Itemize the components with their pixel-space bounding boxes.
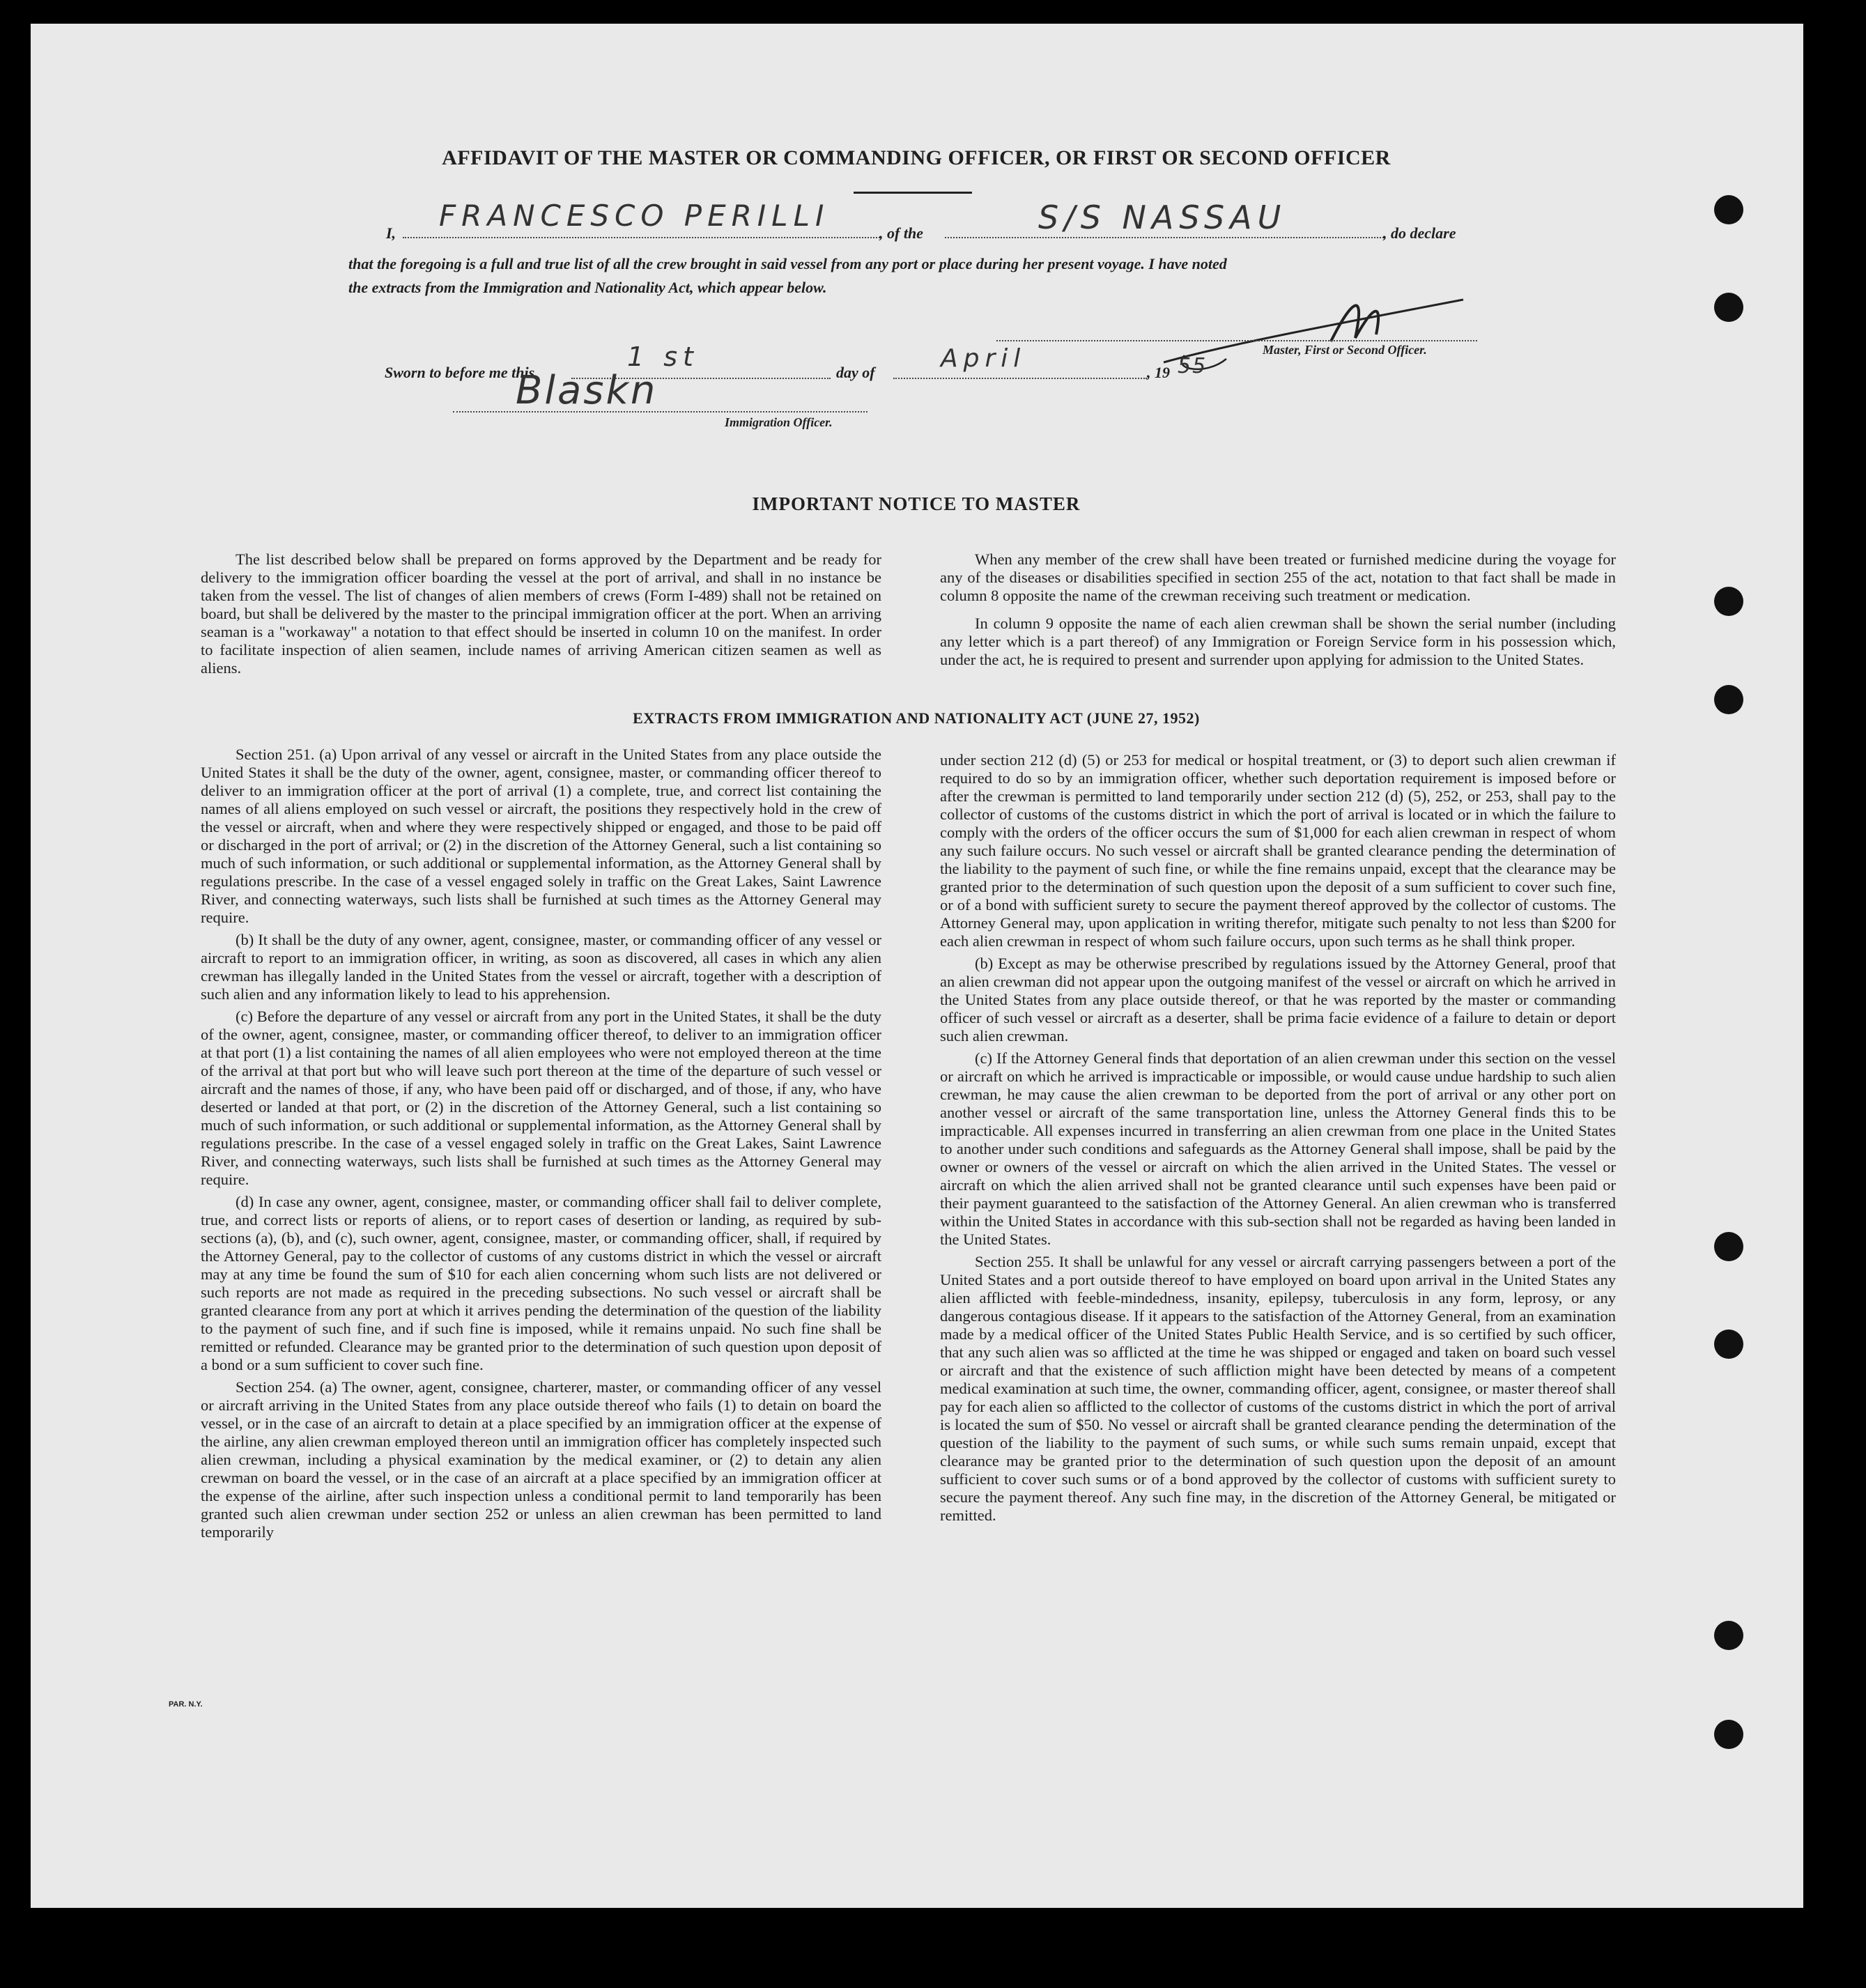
do-declare-label: , do declare: [1383, 224, 1456, 242]
printer-mark: PAR. N.Y.: [169, 1700, 203, 1709]
master-name-field[interactable]: [403, 237, 880, 238]
vessel-name-field[interactable]: [945, 237, 1384, 238]
master-name: FRANCESCO PERILLI: [439, 199, 830, 233]
section-254-a-continued: under section 212 (d) (5) or 253 for medical or hospital treatment, or (3) to deport such alien crewman if required to do so by an immigration officer, whether such deportation requirement is imposed before or after the crewman is permitted to land temporarily under section 212 (d) (5), 252, or 253, shall pay to the collector of customs of the customs district in which the port of arrival is located or in which the failure to comply with the orders of the officer occurs the sum of $1,000 for each alien crewman in respect of whom any such failure occurs. No such vessel or aircraft shall be granted clearance pending the determination of the liability to the payment of such fine, or while the fine remains unpaid, except that the clearance may be granted prior to the determination of such question upon the deposit of a sum sufficient to cover such fine, or of a bond with sufficient surety to secure the payment thereof approved by the collector of customs. The Attorney General may, upon application in writing therefor, mitigate such penalty to not less than $200 for each alien crewman in respect of whom such failure occurs, upon such terms as he shall think proper.: [940, 751, 1616, 950]
section-251-d: (d) In case any owner, agent, consignee, master, or commanding officer shall fail to deliver complete, true, and correct lists or reports of aliens, or to report cases of desertion or landing, as required by sub-sections (a), (b), and (c), such owner, agent, consignee, master, or commanding officer, shall, if required by the Attorney General, pay to the collector of customs of any customs district in which the vessel or aircraft may at any time be found the sum of $10 for each alien concerning whom such lists are not delivered or such reports are not made as required in the preceding subsections. No such vessel or aircraft shall be granted clearance from any port at which it arrives pending the determination of the question of the liability to the payment of such fine, and if such fine is imposed, while it remains unpaid. No such fine shall be remitted or refunded. Clearance may be granted prior to the determination of such question upon deposit of a bond or a sum sufficient to cover such fine.: [201, 1193, 881, 1373]
officer-caption: Immigration Officer.: [725, 415, 833, 429]
section-251-b: (b) It shall be the duty of any owner, agent, consignee, master, or commanding officer of any vessel or aircraft to report to an immigration officer, in writing, as soon as discovered, all cases in which any alien crewman has illegally landed in the United States from the vessel or aircraft, together with a description of such alien and any information likely to lead to his apprehension.: [201, 931, 881, 1003]
notice-title: IMPORTANT NOTICE TO MASTER: [752, 493, 1081, 514]
title-rule: [854, 192, 972, 194]
notice-left-column: [201, 550, 881, 687]
of-the-label: , of the: [879, 224, 923, 242]
affidavit-title: AFFIDAVIT OF THE MASTER OR COMMANDING OFFICER, OR FIRST OR SECOND OFFICER: [442, 146, 1391, 169]
section-254-b: (b) Except as may be otherwise prescribed by regulations issued by the Attorney General, proof that an alien crewman did not appear upon the outgoing manifest of the vessel or aircraft on which he arrived in the United States from any place outside thereof, or that he was reported by the master or commanding officer of such vessel or aircraft as a deserter, shall be prima facie evidence of a failure to detain or deport such alien crewman.: [940, 955, 1616, 1045]
master-signature-line[interactable]: [996, 340, 1477, 341]
notice-right-column: [940, 550, 1616, 679]
section-254-a: Section 254. (a) The owner, agent, consignee, charterer, master, or commanding officer of any vessel or aircraft arriving in the United States from any place outside thereof who fails (1) to detain on board the vessel, or in the case of an aircraft to detain at a place specified by an immigration officer at the expense of the airline, any alien crewman employed thereon until an immigration officer has completely inspected such alien crewman, including a physical examination by the medical examiner, or (2) to detain any alien crewman on board the vessel, or in the case of an aircraft at a place specified by an immigration officer at the expense of the airline, after such inspection unless a conditional permit to land temporarily has been granted such alien crewman under section 252 or unless an alien crewman has been permitted to land temporarily: [201, 1378, 881, 1541]
extracts-left-column: [201, 746, 881, 1546]
officer-signature-line[interactable]: [453, 411, 868, 413]
sworn-month-field[interactable]: [893, 378, 1147, 379]
notice-left-paragraph: The list described below shall be prepared on forms approved by the Department and be ready for delivery to the immigration officer boarding the vessel at the port of arrival, and shall in no instance be taken from the vessel. The list of changes of alien members of crews (Form I-489) shall not be retained on board, but shall be delivered by the master to the principal immigration officer at the port. When an arriving seaman is a "workaway" a notation to that effect should be inserted in column 10 on the manifest. In order to facilitate inspection of alien seamen, include names of arriving American citizen seamen as well as aliens.: [201, 550, 881, 677]
section-255: Section 255. It shall be unlawful for any vessel or aircraft carrying passengers between a port of the United States and a port outside thereof to have employed on board upon arrival in the United States any alien afflicted with feeble-mindedness, insanity, epilepsy, tuberculosis in any form, leprosy, or any dangerous contagious disease. If it appears to the satisfaction of the Attorney General, from an examination made by a medical officer of the United States Public Health Service, and is so certified by such officer, that any such alien was so afflicted at the time he was shipped or engaged and taken on board such vessel or aircraft and that the existence of such affliction might have been detected by means of a competent medical examination at such time, the owner, commanding officer, agent, consignee, or master thereof shall pay for each alien so afflicted to the collector of customs of the customs district in which the port of arrival is located the sum of $50. No vessel or aircraft shall be granted clearance pending the determination of the question of the liability to the payment of such sums, or while such sums remain unpaid, except that clearance may be granted prior to the determination of such question upon the deposit of an amount sufficient to cover such sums or of a bond approved by the collector of customs with sufficient surety to secure the payment thereof. Any such fine may, in the discretion of the Attorney General, be mitigated or remitted.: [940, 1253, 1616, 1524]
sworn-day: 1 st: [627, 341, 699, 372]
day-of-label: day of: [836, 364, 875, 381]
vessel-name: S/S NASSAU: [1038, 199, 1287, 236]
sworn-month: April: [941, 344, 1026, 373]
master-caption: Master, First or Second Officer.: [1263, 343, 1427, 357]
officer-signature: Blaskn: [516, 368, 658, 413]
notice-right-paragraph-1: When any member of the crew shall have been treated or furnished medicine during the voyage for any of the diseases or disabilities specified in section 255 of the act, notation to that fact shall be made in column 8 opposite the name of the crewman receiving such treatment or medication.: [940, 550, 1616, 604]
section-251-a: Section 251. (a) Upon arrival of any vessel or aircraft in the United States from any place outside the United States it shall be the duty of the owner, agent, consignee, master, or commanding officer thereof to deliver to an immigration officer at the port of arrival (1) a complete, true, and correct list containing the names of all aliens employed on such vessel or aircraft, the positions they respectively hold in the crew of the vessel or aircraft, when and where they were respectively shipped or engaged, and those to be paid off or discharged in the port of arrival; or (2) in the discretion of the Attorney General, such a list containing so much of such information, or such additional or supplemental information, as the Attorney General shall by regulations prescribe. In the case of a vessel engaged solely in traffic on the Great Lakes, Saint Lawrence River, and connecting waterways, such lists shall be furnished at such times as the Attorney General may require.: [201, 746, 881, 926]
lead-i: I,: [386, 224, 396, 242]
section-254-c: (c) If the Attorney General finds that deportation of an alien crewman under this section on the vessel or aircraft on which he arrived is impracticable or impossible, or would cause undue hardship to such alien crewman, he may cause the alien crewman to be deported from the port of arrival or any other port on another vessel or aircraft of the same transportation line, unless the Attorney General finds this to be impracticable. All expenses incurred in transferring an alien crewman from one place in the United States to another under such conditions and safeguards as the Attorney General shall impose, shall be paid by the owner or owners of the vessel or aircraft on which the alien arrived in the United States. The vessel or aircraft on which the alien arrived shall not be granted clearance until such expenses have been paid or their payment guaranteed to the satisfaction of the Attorney General. An alien crewman who is transferred within the United States in accordance with this sub-section shall not be regarded as having been landed in the United States.: [940, 1049, 1616, 1248]
year-prefix: , 19: [1147, 364, 1170, 381]
declaration-line-3: the extracts from the Immigration and Nationality Act, which appear below.: [348, 279, 827, 296]
notice-right-paragraph-2: In column 9 opposite the name of each alien crewman shall be shown the serial number (including any letter which is a part thereof) of any Immigration or Foreign Service form in his possession which, under the act, he is required to present and surrender upon applying for admission to the United States.: [940, 615, 1616, 668]
sworn-label: Sworn to before me this: [385, 364, 535, 381]
section-251-c: (c) Before the departure of any vessel or aircraft from any port in the United States, it shall be the duty of the owner, agent, consignee, master, or commanding officer thereof, to deliver to an immigration officer at that port (1) a list containing the names of all alien employees who were not employed thereon at the time of the arrival at that port but who will leave such port thereon at the time of the departure of such vessel or aircraft and the names of those, if any, who have been paid off or discharged, and of those, if any, who have deserted or landed at that port, or (2) in the discretion of the Attorney General, such a list containing so much of such information, or such additional or supplemental information, as the Attorney General shall by regulations prescribe. In the case of a vessel engaged solely in traffic on the Great Lakes, Saint Lawrence River, and connecting waterways, such lists shall be furnished at such times as the Attorney General may require.: [201, 1008, 881, 1188]
extracts-right-column: [940, 751, 1616, 1529]
sworn-year: 55: [1178, 354, 1208, 378]
declaration-line-2: that the foregoing is a full and true list of all the crew brought in said vessel from any port or place during her present voyage. I have noted: [348, 255, 1227, 272]
extracts-title: EXTRACTS FROM IMMIGRATION AND NATIONALITY ACT (JUNE 27, 1952): [633, 709, 1200, 727]
